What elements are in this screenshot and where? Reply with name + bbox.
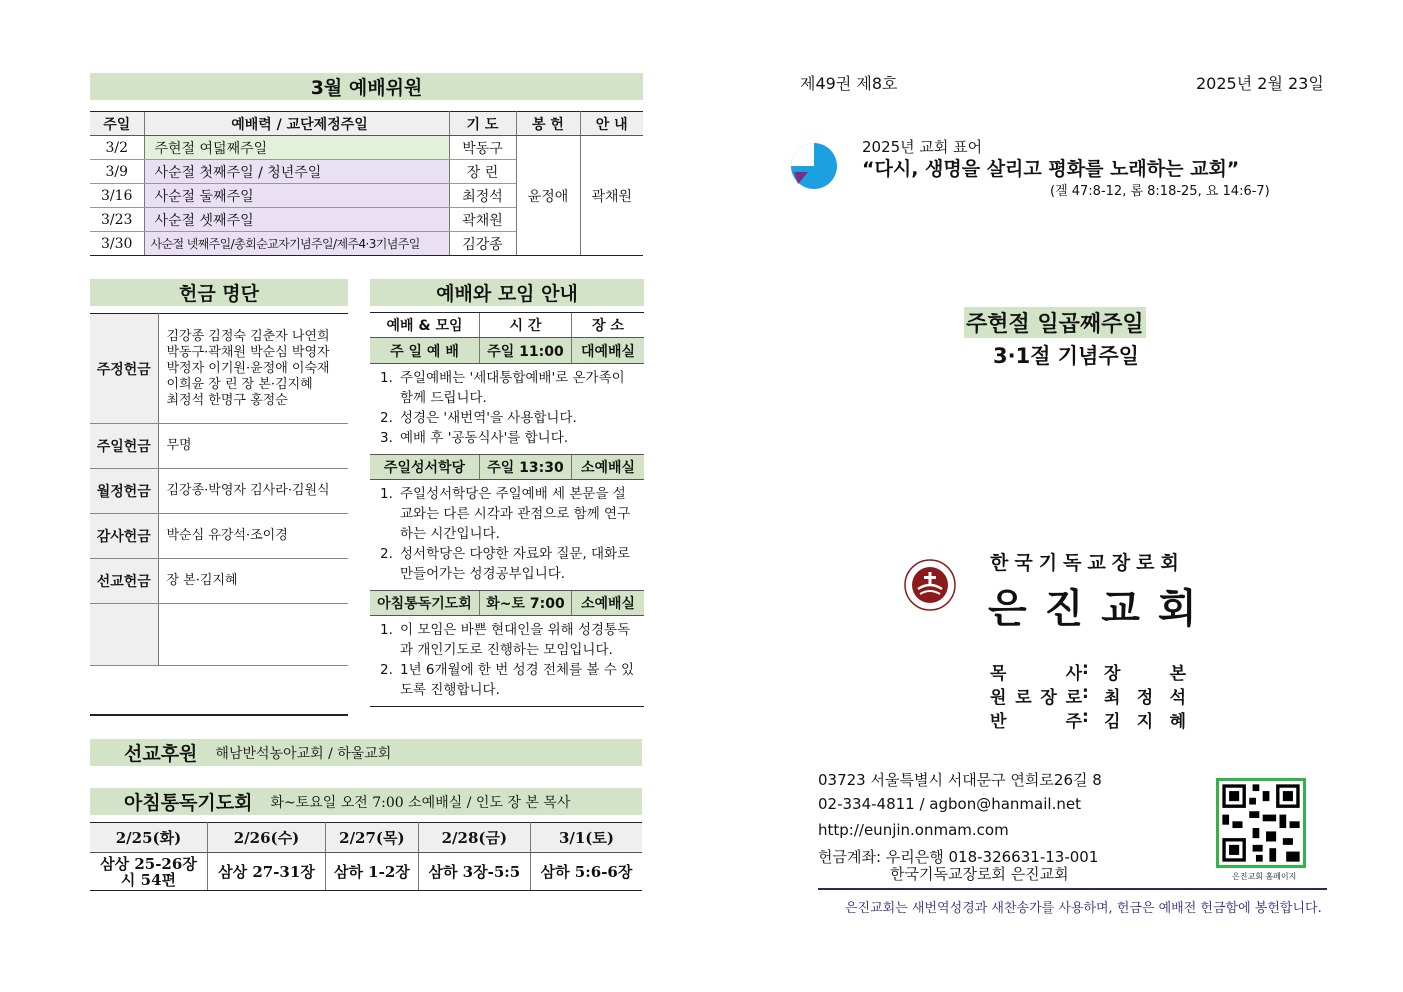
guide-header-name: 예배 & 모임 <box>370 313 480 337</box>
roster-liturgy: 주현절 여덟째주일 <box>144 136 449 160</box>
table-row <box>90 514 348 559</box>
bank-account: 헌금계좌: 우리은행 018-326631-13-001 <box>818 848 1099 866</box>
roster-liturgy: 사순절 넷째주일/총회순교자기념주일/제주4·3기념주일 <box>144 232 449 256</box>
offering-name-line: 김강종 김정숙 김춘자 나연희 <box>166 328 330 344</box>
offering-name-line: 박정자 이기원·윤정애 이숙재 <box>166 360 330 376</box>
roster-liturgy: 사순절 둘째주일 <box>144 184 449 208</box>
morning-title: 아침통독기도회 <box>124 792 253 814</box>
morning-text: 화~토요일 오전 7:00 소예배실 / 인도 장 본 목사 <box>270 794 571 811</box>
reading-day: 2/27(목) <box>325 823 418 853</box>
reading-day: 2/25(화) <box>90 823 207 853</box>
guide-section-name: 주 일 예 배 <box>370 338 480 363</box>
staff-row-elder: 원 로 장 로 : 최 정 석 <box>990 683 1186 708</box>
offering-names: 장 본·김지혜 <box>158 559 348 604</box>
guide-header-row <box>370 312 644 338</box>
roster-liturgy: 사순절 셋째주일 <box>144 208 449 232</box>
guide-section-place: 소예배실 <box>580 460 636 476</box>
offering-names: 박순심 유강석·조이경 <box>158 514 348 559</box>
roster-header-offering: 봉 헌 <box>516 112 580 136</box>
footer-note: 은진교회는 새번역성경과 새찬송가를 사용하며, 헌금은 예배전 헌금함에 봉헌합니다. <box>845 901 1322 916</box>
guide-section-place: 대예배실 <box>580 343 636 360</box>
roster-table <box>90 111 643 256</box>
list-item: 3. 예배 후 '공동식사'를 합니다. <box>380 430 569 446</box>
roster-date: 3/16 <box>90 184 144 208</box>
list-item: 1. 주일성서학당은 주일예배 세 본문을 설교와는 다른 시각과 관점으로 함께 연구하는 시간입니다. <box>380 486 631 542</box>
qr-caption: 은진교회 홈페이지 <box>1232 872 1297 881</box>
roster-liturgy: 사순절 첫째주일 / 청년주일 <box>144 160 449 184</box>
qr-code-icon[interactable] <box>1216 778 1306 868</box>
offering-name-line: 최정석 한명구 홍정순 <box>166 392 288 408</box>
table-row <box>90 853 642 891</box>
guide-section-name: 주일성서학당 <box>370 455 480 479</box>
guide-section-list <box>370 480 644 590</box>
offering-label: 주일헌금 <box>90 424 158 469</box>
roster-offering-server: 윤정애 <box>516 136 580 256</box>
staff-row-organist: 반 주 : 김 지 혜 <box>990 707 1186 732</box>
reading-day: 2/26(수) <box>207 823 325 853</box>
church-name: 은진교회 <box>988 586 1215 632</box>
list-item: 1. 이 모임은 바쁜 현대인을 위해 성경통독과 개인기도로 진행하는 모임입니다. <box>380 622 631 658</box>
motto-text: “다시, 생명을 살리고 평화를 노래하는 교회” <box>862 158 1240 180</box>
table-row <box>90 469 348 514</box>
mission-bar <box>90 739 642 766</box>
roster-date: 3/30 <box>90 232 144 256</box>
mission-text: 해남반석농아교회 / 하울교회 <box>215 745 392 762</box>
bank-account-holder: 한국기독교장로회 은진교회 <box>890 865 1069 883</box>
guide-section-list <box>370 364 644 454</box>
offering-names: 무명 <box>158 424 348 469</box>
issue-date: 2025년 2월 23일 <box>1196 74 1324 93</box>
offering-name-line: 박동구·곽채원 박순심 박영자 <box>166 344 330 360</box>
list-item: 2. 1년 6개월에 한 번 성경 전체를 볼 수 있도록 진행합니다. <box>380 662 635 698</box>
guide-panel <box>370 312 644 707</box>
sunday-title: 주현절 일곱째주일 <box>964 307 1146 338</box>
guide-section-place: 소예배실 <box>580 596 636 612</box>
roster-prayer: 최정석 <box>449 184 516 208</box>
guide-section-row <box>370 338 644 364</box>
guide-section-time: 주일 11:00 <box>480 338 572 363</box>
reading-passage: 삼하 5:6-6장 <box>530 853 642 891</box>
reading-passage: 삼하 3장-5:5 <box>418 853 530 891</box>
table-row <box>90 136 643 160</box>
offering-names <box>158 604 348 666</box>
church-website: http://eunjin.onmam.com <box>818 821 1009 839</box>
roster-date: 3/23 <box>90 208 144 232</box>
roster-prayer: 장 린 <box>449 160 516 184</box>
roster-header-date: 주일 <box>90 112 144 136</box>
motto-emblem-icon <box>790 142 838 190</box>
list-item: 2. 성서학당은 다양한 자료와 질문, 대화로 만들어가는 성경공부입니다. <box>380 546 631 582</box>
roster-title: 3월 예배위원 <box>90 73 643 100</box>
list-item: 1. 주일예배는 '세대통합예배'로 온가족이 함께 드립니다. <box>380 370 625 406</box>
reading-day: 3/1(토) <box>530 823 642 853</box>
motto-label: 2025년 교회 표어 <box>862 138 983 156</box>
reading-header-row <box>90 823 642 853</box>
offering-names: 김강종·박영자 김사라·김원식 <box>158 469 348 514</box>
reading-table <box>90 822 642 891</box>
motto-reference: (겔 47:8-12, 롬 8:18-25, 요 14:6-7) <box>1050 184 1270 199</box>
reading-day: 2/28(금) <box>418 823 530 853</box>
roster-prayer: 곽채원 <box>449 208 516 232</box>
guide-header-place: 장 소 <box>592 318 624 334</box>
offering-label: 월정헌금 <box>90 469 158 514</box>
reading-passage: 삼상 27-31장 <box>207 853 325 891</box>
offering-name-line: 이희윤 장 린 장 본·김지혜 <box>166 376 313 392</box>
staff-row-pastor: 목 사 : 장 본 <box>990 659 1186 684</box>
offering-table <box>90 313 348 666</box>
roster-header-usher: 안 내 <box>580 112 643 136</box>
mission-title: 선교후원 <box>124 743 198 765</box>
church-logo-icon <box>904 559 956 611</box>
table-row <box>90 604 348 666</box>
roster-prayer: 김강종 <box>449 232 516 256</box>
roster-header-row <box>90 112 643 136</box>
roster-header-liturgy: 예배력 / 교단제정주일 <box>144 112 449 136</box>
church-address: 03723 서울특별시 서대문구 연희로26길 8 <box>818 771 1102 789</box>
morning-bar <box>90 788 642 815</box>
roster-header-prayer: 기 도 <box>449 112 516 136</box>
offering-label <box>90 604 158 666</box>
offering-label: 주정헌금 <box>90 314 158 424</box>
guide-header-time: 시 간 <box>480 313 572 337</box>
guide-section-time: 주일 13:30 <box>480 455 572 479</box>
table-row <box>90 559 348 604</box>
reading-passage: 삼상 25-26장 시 54편 <box>90 853 207 891</box>
sunday-subtitle: 3·1절 기념주일 <box>993 344 1139 368</box>
volume-number: 제49권 제8호 <box>800 74 898 93</box>
offering-names <box>158 314 348 424</box>
footer-rule <box>818 888 1327 890</box>
reading-passage: 삼하 1-2장 <box>325 853 418 891</box>
denomination-name: 한국기독교장로회 <box>990 552 1185 574</box>
guide-section-row <box>370 454 644 480</box>
offering-label: 선교헌금 <box>90 559 158 604</box>
offering-bottom-rule <box>90 714 348 716</box>
offering-title: 헌금 명단 <box>90 279 348 306</box>
table-row <box>90 424 348 469</box>
guide-section-time: 화~토 7:00 <box>480 591 572 615</box>
list-item: 2. 성경은 '새번역'을 사용합니다. <box>380 410 577 426</box>
guide-section-list <box>370 616 644 707</box>
roster-prayer: 박동구 <box>449 136 516 160</box>
roster-date: 3/2 <box>90 136 144 160</box>
roster-date: 3/9 <box>90 160 144 184</box>
guide-section-row <box>370 590 644 616</box>
roster-usher: 곽채원 <box>580 136 643 256</box>
guide-section-name: 아침통독기도회 <box>370 591 480 615</box>
guide-title: 예배와 모임 안내 <box>370 279 644 306</box>
church-contact: 02-334-4811 / agbon@hanmail.net <box>818 795 1081 813</box>
table-row <box>90 314 348 424</box>
offering-label: 감사헌금 <box>90 514 158 559</box>
